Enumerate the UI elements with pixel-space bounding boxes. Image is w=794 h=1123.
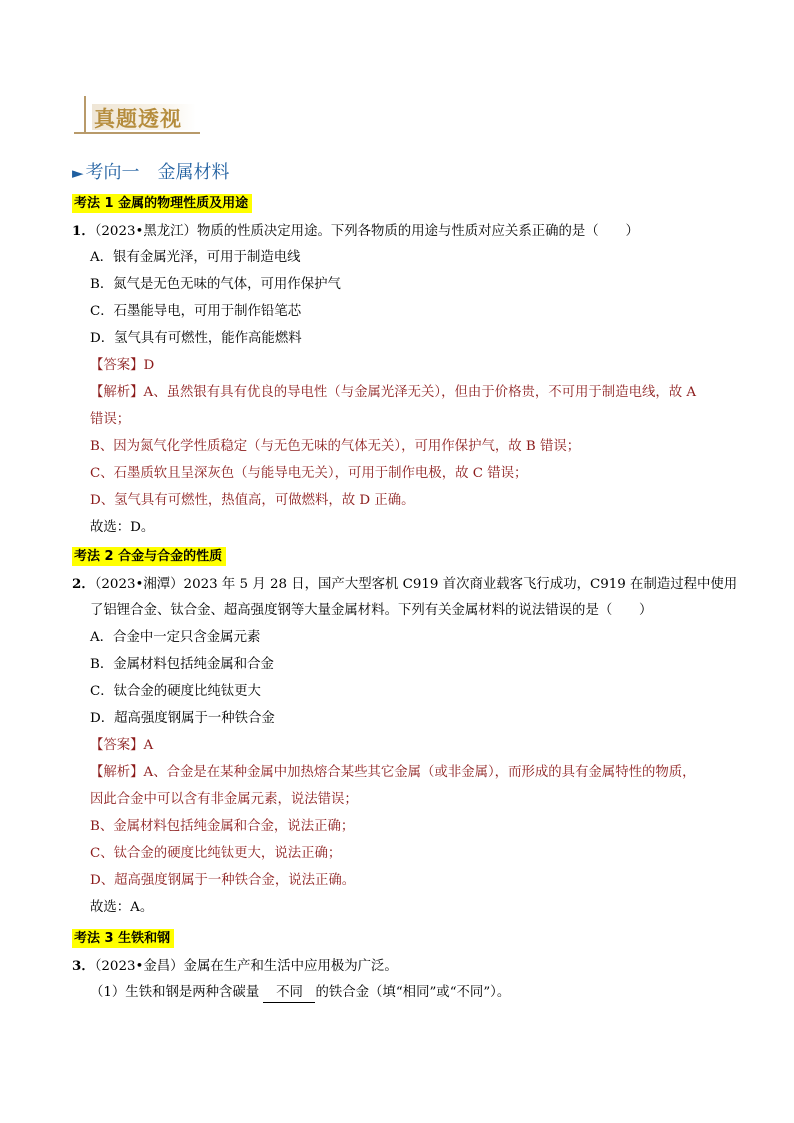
analysis-line: 【解析】A、虽然银有具有优良的导电性（与金属光泽无关），但由于价格贵，不可用于制造电线，故 A xyxy=(90,385,697,400)
question-number: 3． xyxy=(72,958,95,974)
kaofa-label: 考法 3 生铁和钢 xyxy=(72,929,174,948)
question-number: 2． xyxy=(72,576,95,592)
question-3-stem: 3．（2023•金昌）金属在生产和生活中应用极为广泛。 xyxy=(72,958,398,974)
analysis-line: 因此合金中可以含有非金属元素，说法错误； xyxy=(90,792,358,807)
kaofa-label: 考法 2 合金与合金的性质 xyxy=(72,547,226,566)
analysis-line: B、因为氮气化学性质稳定（与无色无味的气体无关），可用作保护气，故 B 错误； xyxy=(90,439,581,454)
option: B．氮气是无色无味的气体，可用作保护气 xyxy=(90,277,341,292)
section-heading xyxy=(72,158,230,184)
analysis-conclusion: 故选：A。 xyxy=(90,900,154,915)
option: A．合金中一定只含金属元素 xyxy=(90,630,261,645)
option: C．石墨能导电，可用于制作铅笔芯 xyxy=(90,304,302,319)
answer: 【答案】D xyxy=(90,358,155,373)
analysis-conclusion: 故选：D。 xyxy=(90,520,155,535)
analysis-line: D、氢气具有可燃性，热值高，可做燃料，故 D 正确。 xyxy=(90,493,415,508)
option: D．氢气具有可燃性，能作高能燃料 xyxy=(90,331,302,346)
fill-blank: 不同 xyxy=(263,984,315,1003)
section-banner xyxy=(74,100,204,140)
answer: 【答案】A xyxy=(90,738,154,753)
option: A．银有金属光泽，可用于制造电线 xyxy=(90,250,301,265)
section-title: 考向一 金属材料 xyxy=(85,162,230,183)
question-1-stem: 1．（2023•黑龙江）物质的性质决定用途。下列各物质的用途与性质对应关系正确的是（ ） xyxy=(72,223,639,239)
analysis-line: C、钛合金的硬度比纯钛更大，说法正确； xyxy=(90,846,342,861)
triangle-marker-icon: ► xyxy=(72,164,84,182)
analysis-line: C、石墨质软且呈深灰色（与能导电无关），可用于制作电极，故 C 错误； xyxy=(90,466,528,481)
banner-title: 真题透视 xyxy=(94,107,182,131)
option: D．超高强度钢属于一种铁合金 xyxy=(90,711,275,726)
question-2-stem: 2．（2023•湘潭）2023 年 5 月 28 日，国产大型客机 C919 首次商业载客飞行成功，C919 在制造过程中使用 xyxy=(72,576,738,592)
question-3-sub-1: （1）生铁和钢是两种含碳量 不同 的铁合金（填“相同”或“不同”）。 xyxy=(90,984,510,1003)
question-number: 1． xyxy=(72,223,95,239)
option: C．钛合金的硬度比纯钛更大 xyxy=(90,684,261,699)
option: B．金属材料包括纯金属和合金 xyxy=(90,657,274,672)
analysis-line: D、超高强度钢属于一种铁合金，说法正确。 xyxy=(90,873,356,888)
analysis-line: 【解析】A、合金是在某种金属中加热熔合某些其它金属（或非金属），而形成的具有金属特性的物质， xyxy=(90,765,696,780)
analysis-line: 错误； xyxy=(90,412,131,427)
kaofa-label: 考法 1 金属的物理性质及用途 xyxy=(72,194,252,213)
question-2-stem-cont: 了铝锂合金、钛合金、超高强度钢等大量金属材料。下列有关金属材料的说法错误的是（ ） xyxy=(90,603,653,618)
analysis-line: B、金属材料包括纯金属和合金，说法正确； xyxy=(90,819,355,834)
